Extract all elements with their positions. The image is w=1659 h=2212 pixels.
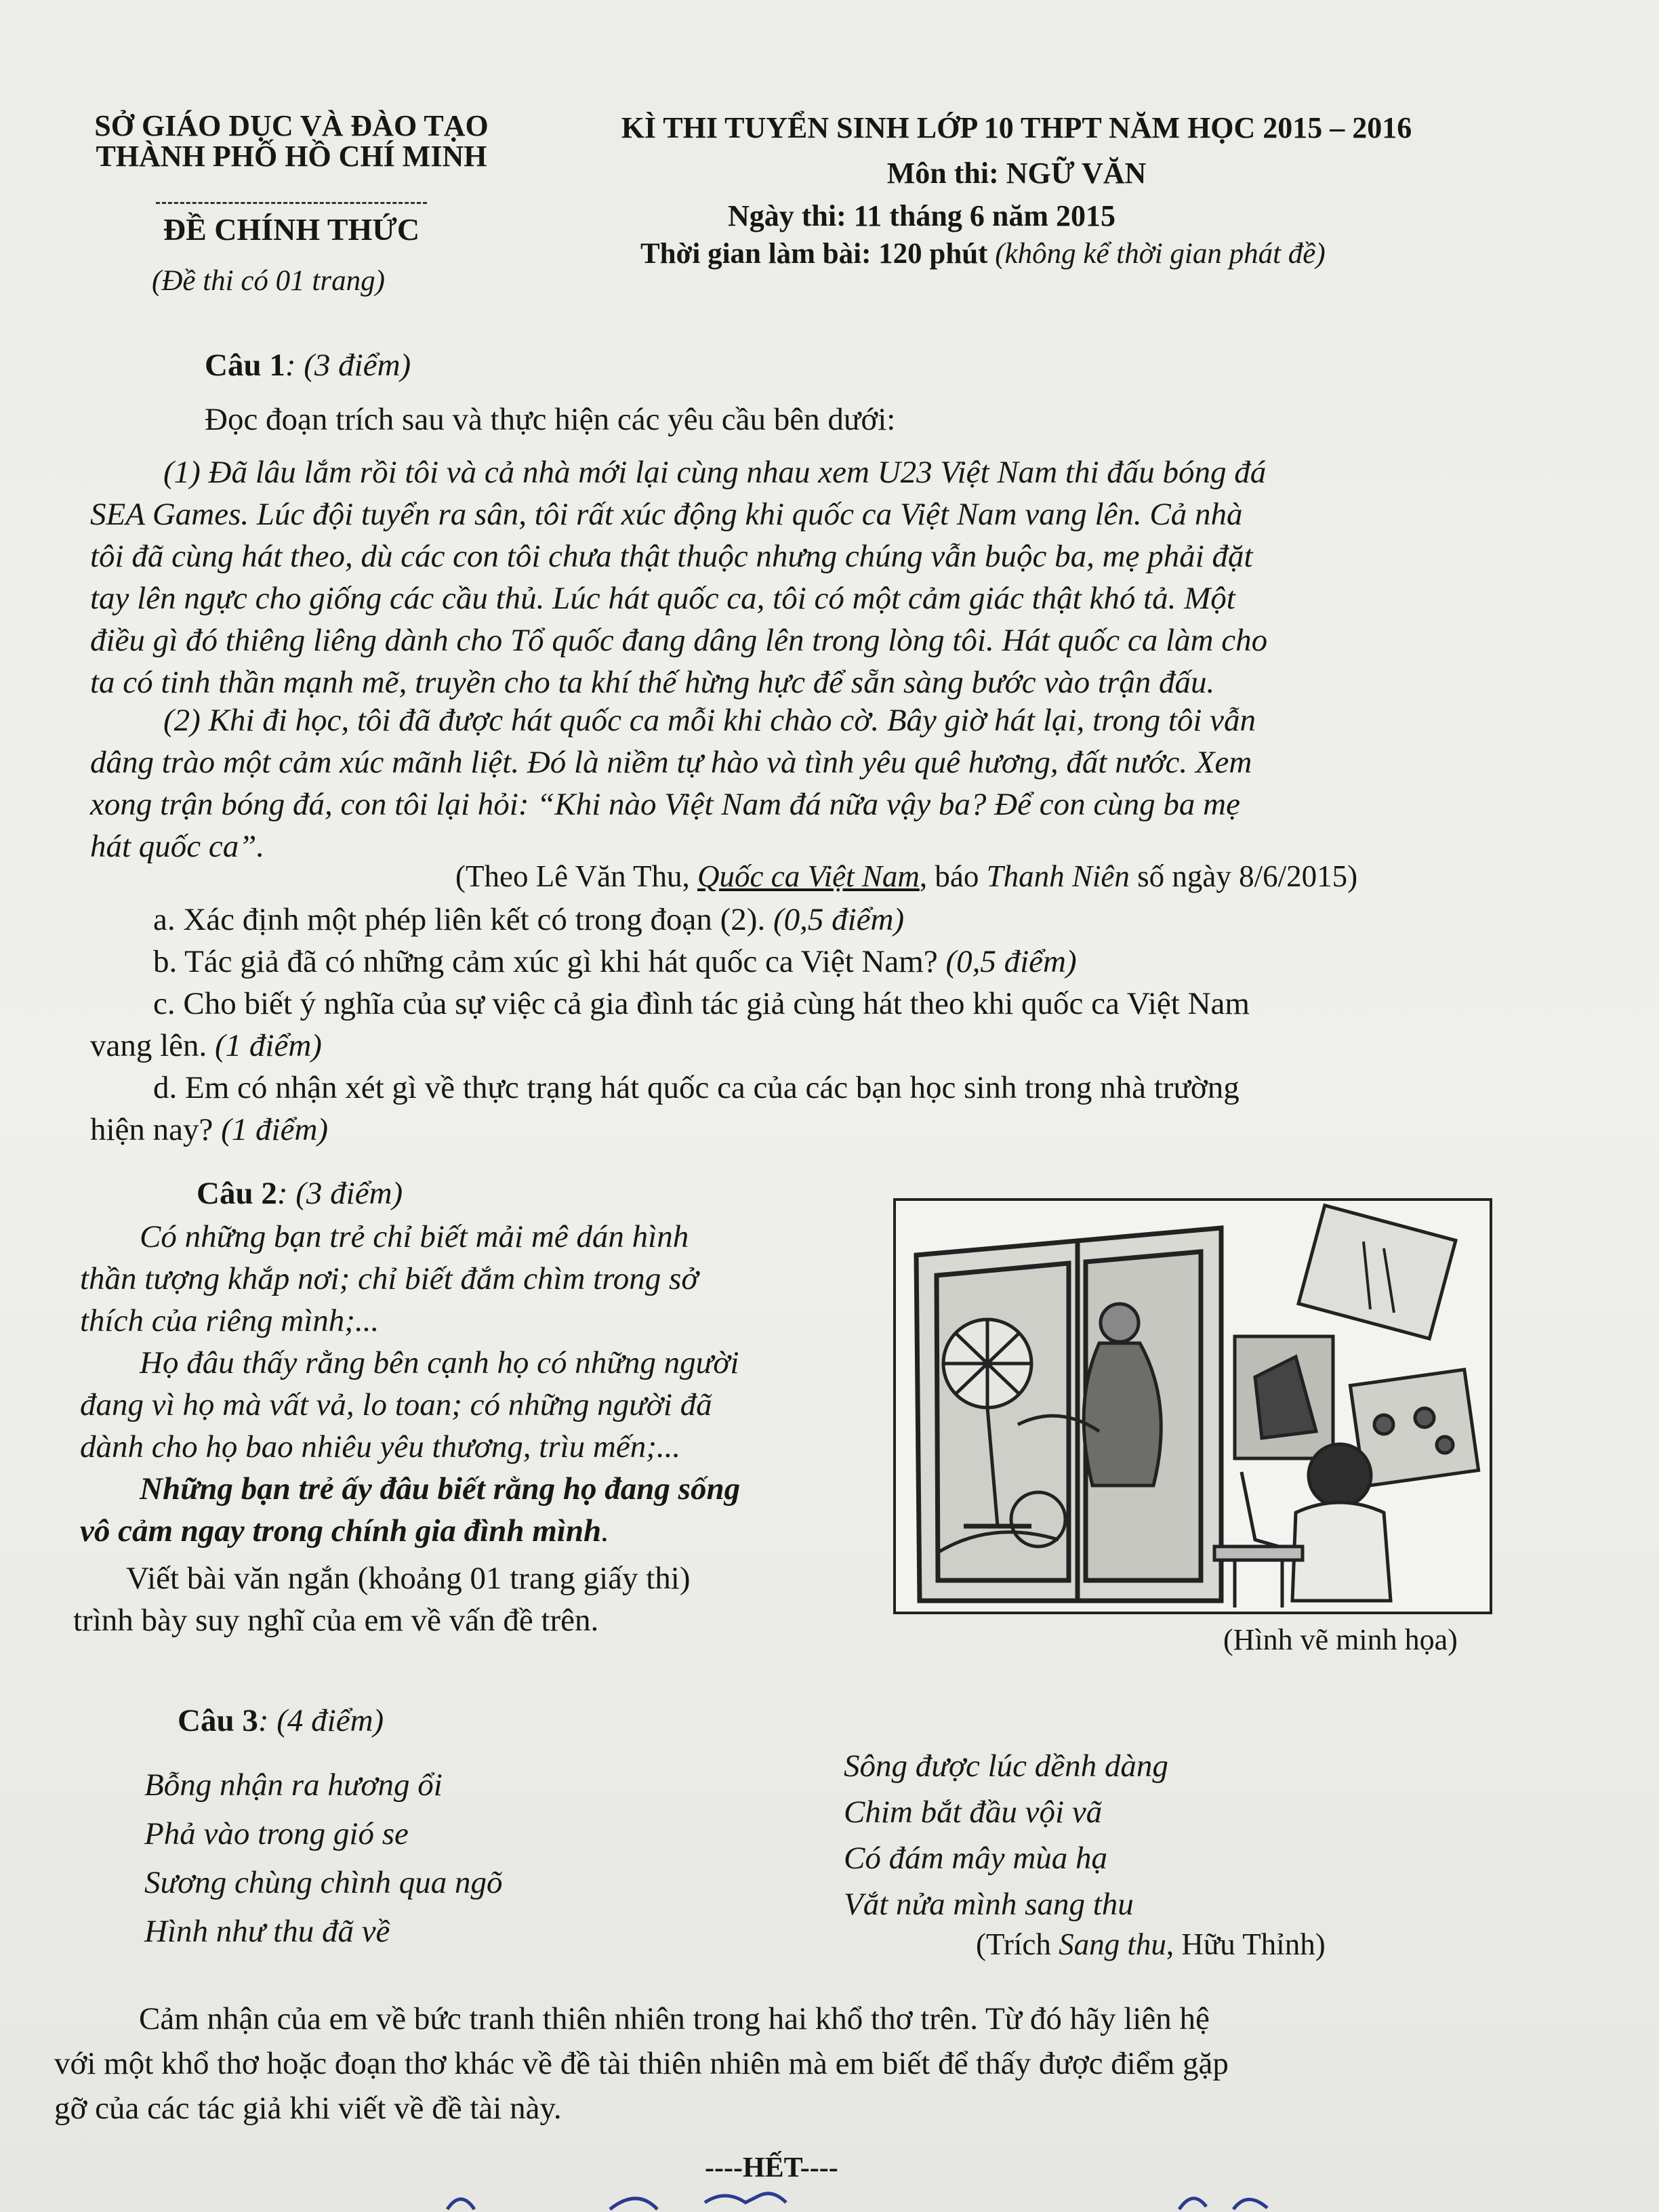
handwriting-scribble-icon: [434, 2182, 1382, 2212]
q1-c-points: (1 điểm): [215, 1028, 322, 1063]
q3-task-line: với một khổ thơ hoặc đoạn thơ khác về đề tài thiên nhiên mà em biết để thấy được điểm gặp: [54, 2046, 1229, 2081]
q1-heading: [205, 344, 411, 386]
q2-bold-2: vô cảm ngay trong chính gia đình mình: [80, 1513, 602, 1549]
q2-label: Câu 2: [197, 1176, 277, 1211]
q2-bold-1a: Những bạn trẻ ấy đâu biết rằng họ đang: [140, 1471, 678, 1507]
source-title: Quốc ca Việt Nam: [697, 859, 920, 893]
q1-source: [455, 855, 1357, 897]
exam-subject: Môn thi: NGỮ VĂN: [886, 157, 1147, 190]
q2-line: Họ đâu thấy rằng bên cạnh họ có những người: [140, 1345, 739, 1380]
passage-line: (1) Đã lâu lắm rồi tôi và cả nhà mới lại cùng nhau xem U23 Việt Nam thi đấu bóng đá: [163, 455, 1267, 490]
q2-heading: [197, 1172, 403, 1214]
source-post: số ngày 8/6/2015): [1129, 859, 1358, 893]
q2-line: Có những bạn trẻ chỉ biết mải mê dán hình: [140, 1219, 689, 1254]
source-paper: Thanh Niên: [986, 859, 1130, 893]
verse-line: Sương chùng chình qua ngõ: [144, 1865, 503, 1900]
department-line-1: SỞ GIÁO DỤC VÀ ĐÀO TẠO: [94, 109, 489, 142]
passage-line: SEA Games. Lúc đội tuyển ra sân, tôi rất xúc động khi quốc ca Việt Nam vang lên. Cả nhà: [90, 497, 1243, 532]
q1-d-line-1: d. Em có nhận xét gì về thực trạng hát quốc ca của các bạn học sinh trong nhà trường: [153, 1070, 1240, 1105]
q2-bold-2-end: .: [601, 1513, 609, 1549]
q1-c-line-1: c. Cho biết ý nghĩa của sự việc cả gia đình tác giả cùng hát theo khi quốc ca Việt Nam: [153, 986, 1250, 1021]
q1-b-text: b. Tác giả đã có những cảm xúc gì khi hát quốc ca Việt Nam?: [153, 944, 946, 979]
window-icon: [916, 1228, 1221, 1601]
q3-label: Câu 3: [178, 1703, 258, 1738]
passage-line: (2) Khi đi học, tôi đã được hát quốc ca mỗi khi chào cờ. Bây giờ hát lại, trong tôi vẫn: [163, 703, 1256, 738]
q1-d-line-2: [90, 1109, 1452, 1151]
verse-line: Phả vào trong gió se: [144, 1816, 409, 1851]
q1-a-text: a. Xác định một phép liên kết có trong đoạn (2).: [153, 902, 773, 937]
q1-c-text: vang lên.: [90, 1028, 216, 1063]
q1-intro: Đọc đoạn trích sau và thực hiện các yêu cầu bên dưới:: [205, 402, 896, 437]
verse-line: Hình như thu đã về: [144, 1914, 390, 1949]
source-mid: , báo: [919, 859, 987, 893]
passage-line: tôi đã cùng hát theo, dù các con tôi chưa thật thuộc nhưng chúng vẫn buộc ba, mẹ phải đặt: [90, 539, 1253, 574]
q2-line: thần tượng khắp nơi; chỉ biết đắm chìm trong sở: [80, 1261, 699, 1296]
q2-bold-line-1: [80, 1468, 880, 1510]
verse-line: Chim bắt đầu vội vã: [844, 1795, 1103, 1830]
q3-source-post: , Hữu Thỉnh): [1166, 1927, 1326, 1961]
q3-source-title: Sang thu: [1059, 1927, 1166, 1961]
duration-note: (không kể thời gian phát đề): [995, 238, 1326, 270]
q2-bold-line-2: [80, 1510, 880, 1552]
illustration: [893, 1198, 1492, 1614]
poster-icon: [1235, 1206, 1479, 1486]
verse-line: Sông được lúc dềnh dàng: [844, 1748, 1168, 1784]
passage-line: tay lên ngực cho giống các cầu thủ. Lúc hát quốc ca, tôi có một cảm giác thật khó tả. Một: [90, 581, 1235, 616]
official-label: ĐỀ CHÍNH THỨC: [163, 212, 420, 247]
q1-b: [153, 941, 1077, 983]
exam-title: KÌ THI TUYỂN SINH LỚP 10 THPT NĂM HỌC 2015 – 2016: [621, 111, 1412, 144]
q1-label: Câu 1: [205, 348, 285, 383]
q3-verse-left: [144, 1761, 503, 1956]
q1-c-line-2: [90, 1025, 1452, 1067]
q1-d: [90, 1067, 1452, 1151]
q1-d-text: hiện nay?: [90, 1112, 222, 1147]
q2-line: thích của riêng mình;...: [80, 1303, 380, 1338]
exam-duration: [640, 237, 1326, 270]
q3-verse-right: [844, 1743, 1168, 1927]
verse-line: Bỗng nhận ra hương ổi: [144, 1767, 443, 1803]
q3-task-line: gỡ của các tác giả khi viết về đề tài này.: [54, 2091, 562, 2126]
q2-prompt: [80, 1216, 880, 1552]
q2-line: dành cho họ bao nhiêu yêu thương, trìu mến;...: [80, 1429, 681, 1465]
source-pre: (Theo Lê Văn Thu,: [455, 859, 697, 893]
duration-label: Thời gian làm bài: 120 phút: [640, 238, 988, 270]
q1-passage-2: [90, 699, 1452, 867]
q1-a: [153, 899, 904, 941]
q1-b-points: (0,5 điểm): [945, 944, 1077, 979]
q3-source-pre: (Trích: [976, 1927, 1059, 1961]
illustration-drawing: [896, 1201, 1490, 1612]
q2-points: : (3 điểm): [276, 1176, 403, 1211]
q3-points: : (4 điểm): [258, 1703, 384, 1738]
verse-line: Có đám mây mùa hạ: [844, 1841, 1108, 1876]
header-divider: [156, 202, 427, 204]
passage-line: ta có tinh thần mạnh mẽ, truyền cho ta khí thế hừng hực để sẵn sàng bước vào trận đấu.: [90, 665, 1215, 700]
q1-a-points: (0,5 điểm): [773, 902, 905, 937]
exam-date: Ngày thi: 11 tháng 6 năm 2015: [727, 199, 1116, 232]
q2-task-line-1: Viết bài văn ngắn (khoảng 01 trang giấy thi): [126, 1561, 691, 1596]
passage-line: hát quốc ca”.: [90, 829, 265, 864]
q2-task-line-2: trình bày suy nghĩ của em về vấn đề trên.: [73, 1603, 599, 1638]
pages-note: (Đề thi có 01 trang): [152, 265, 385, 297]
q1-c: [90, 983, 1452, 1067]
student-icon: [1214, 1444, 1391, 1607]
passage-line: dâng trào một cảm xúc mãnh liệt. Đó là niềm tự hào và tình yêu quê hương, đất nước. Xem: [90, 745, 1252, 780]
passage-line: xong trận bóng đá, con tôi lại hỏi: “Khi nào Việt Nam đá nữa vậy ba? Để con cùng ba mẹ: [90, 787, 1240, 822]
q2-line: đang vì họ mà vất vả, lo toan; có những người đã: [80, 1387, 712, 1422]
end-marker: ----HẾT----: [705, 2152, 838, 2184]
illustration-caption: (Hình vẽ minh họa): [1223, 1623, 1458, 1656]
passage-line: điều gì đó thiêng liêng dành cho Tổ quốc đang dâng lên trong lòng tôi. Hát quốc ca làm cho: [90, 623, 1268, 658]
q2-bold-1b: sống: [678, 1471, 741, 1507]
q1-passage-1: [90, 451, 1452, 703]
q1-d-points: (1 điểm): [221, 1112, 329, 1147]
verse-line: Vắt nửa mình sang thu: [844, 1887, 1134, 1922]
q3-task: [54, 1996, 1504, 2131]
q3-source: [976, 1923, 1326, 1965]
q3-heading: [178, 1700, 384, 1742]
department-name: [81, 108, 501, 173]
q3-task-line: Cảm nhận của em về bức tranh thiên nhiên trong hai khổ thơ trên. Từ đó hãy liên hệ: [139, 2001, 1210, 2036]
q1-points: : (3 điểm): [285, 348, 411, 383]
department-line-2: THÀNH PHỐ HỒ CHÍ MINH: [96, 140, 487, 173]
q2-task: [73, 1557, 886, 1641]
